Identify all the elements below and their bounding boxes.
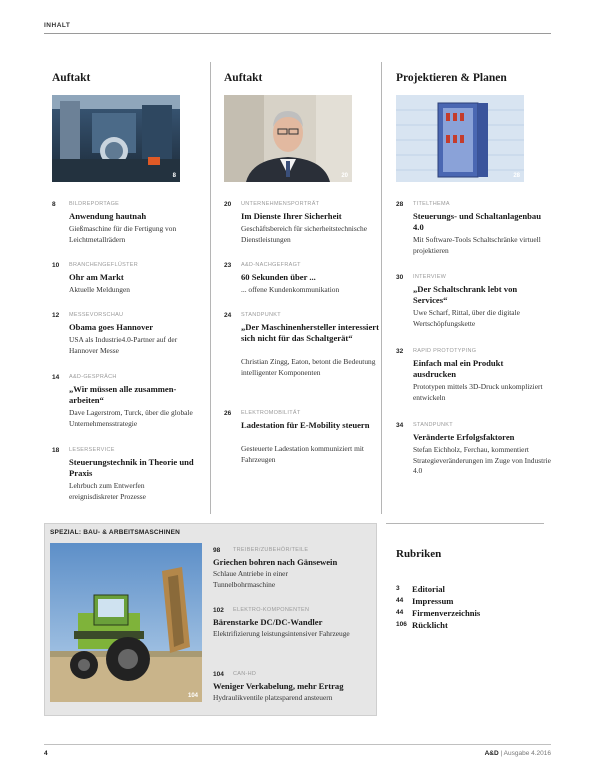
entry-page-number: 30 — [396, 274, 404, 281]
entry-page-number: 10 — [52, 262, 60, 269]
entry-page-number: 34 — [396, 422, 404, 429]
entry-page-number: 98 — [213, 547, 221, 554]
column-divider — [210, 62, 211, 514]
column-divider — [381, 62, 382, 514]
cabinet-photo — [396, 95, 524, 182]
entry-category: TITELTHEMA — [413, 201, 450, 207]
entry-description: Gesteuerte Ladestation kommuniziert mit Fahrzeugen — [241, 444, 364, 464]
photo-page-number: 8 — [172, 173, 176, 179]
portrait-photo — [224, 95, 352, 182]
rubrik-page-number: 3 — [396, 585, 400, 592]
entry-page-number: 26 — [224, 410, 232, 417]
entry-page-number: 102 — [213, 607, 224, 614]
magazine-issue — [485, 750, 551, 757]
entry-title: Steuerungs- und Schaltanlagenbau 4.0 — [413, 211, 541, 232]
entry-description: Gießmaschine für die Fertigung von Leichtmetallrädern — [69, 224, 177, 244]
entry-category: A&D-NACHGEFRAGT — [241, 262, 301, 268]
photo-page-number: 104 — [187, 693, 198, 699]
entry-title: Steuerungstechnik in Theorie und Praxis — [69, 457, 194, 478]
entry-description: Hydraulikventile platzsparend ansteuern — [213, 693, 333, 702]
entry-category: UNTERNEHMENSPORTRÄT — [241, 201, 320, 207]
entry-category: A&D-GESPRÄCH — [69, 374, 117, 380]
entry-title: Griechen bohren nach Gänsewein — [213, 557, 338, 567]
entry-title: Einfach mal ein Produkt ausdrucken — [413, 358, 504, 379]
page-number: 4 — [44, 750, 48, 757]
rubrik-page-number: 44 — [396, 609, 404, 616]
foundry-photo — [52, 95, 180, 182]
rubrik-label: Impressum — [412, 596, 454, 606]
entry-description: Lehrbuch zum Entwerfen ereignisdiskreter Prozesse — [69, 481, 146, 501]
entry-page-number: 8 — [52, 201, 56, 208]
entry-page-number: 14 — [52, 374, 60, 381]
photo-page-number: 28 — [513, 173, 520, 179]
column-title-projektieren: Projektieren & Planen — [396, 72, 507, 84]
entry-title: Anwendung hautnah — [69, 211, 147, 221]
cabinet-illustration — [396, 95, 524, 182]
entry-title: Im Dienste Ihrer Sicherheit — [241, 211, 342, 221]
entry-description: Uwe Scharf, Rittal, über die digitale Wertschöpfungskette — [413, 308, 520, 328]
entry-category: BILDREPORTAGE — [69, 201, 120, 207]
entry-description: Christian Zingg, Eaton, betont die Bedeutung intelligenter Komponenten — [241, 357, 376, 377]
entry-description: Aktuelle Meldungen — [69, 285, 130, 294]
entry-title: Ladestation für E-Mobility steuern — [241, 420, 370, 430]
entry-description: Stefan Eichholz, Ferchau, kommentiert Strategieveränderungen im Zuge von Industrie 4.0 — [413, 445, 551, 475]
tractor-photo — [50, 543, 202, 702]
entry-description: Elektrifizierung leistungsintensiver Fahrzeuge — [213, 629, 350, 638]
entry-title: Weniger Verkabelung, mehr Ertrag — [213, 681, 344, 691]
entry-title: „Der Schaltschrank lebt von Services“ — [413, 284, 518, 305]
rubrik-label: Rücklicht — [412, 620, 448, 630]
foundry-illustration — [52, 95, 180, 182]
entry-title: 60 Sekunden über ... — [241, 272, 316, 282]
entry-category: STANDPUNKT — [241, 312, 281, 318]
entry-title: „Wir müssen alle zusammenarbeiten“ — [69, 384, 177, 405]
entry-page-number: 12 — [52, 312, 60, 319]
entry-category: ELEKTROMOBILITÄT — [241, 410, 301, 416]
entry-page-number: 28 — [396, 201, 404, 208]
section-label: INHALT — [44, 22, 71, 29]
entry-page-number: 18 — [52, 447, 60, 454]
entry-category: BRANCHENGEFLÜSTER — [69, 262, 138, 268]
entry-page-number: 24 — [224, 312, 232, 319]
entry-category: TREIBER/ZUBEHÖR/TEILE — [233, 547, 309, 553]
entry-category: CAN-HD — [233, 671, 257, 677]
column-title-auftakt-1: Auftakt — [52, 72, 91, 84]
entry-description: Schlaue Antriebe in einer Tunnelbohrmaschine — [213, 569, 288, 589]
entry-description: Mit Software-Tools Schaltschränke virtuell projektieren — [413, 235, 541, 255]
rubriken-title: Rubriken — [396, 548, 442, 560]
entry-title: Veränderte Erfolgsfaktoren — [413, 432, 515, 442]
footer-rule — [44, 744, 551, 745]
entry-category: MESSEVORSCHAU — [69, 312, 124, 318]
entry-category: RAPID PROTOTYPING — [413, 348, 477, 354]
entry-description: USA als Industrie4.0-Partner auf der Hannover Messe — [69, 335, 178, 355]
rubrik-label: Editorial — [412, 584, 445, 594]
magazine-brand: A&D — [484, 750, 499, 757]
rubrik-page-number: 106 — [396, 621, 407, 628]
entry-title: Bärenstarke DC/DC-Wandler — [213, 617, 323, 627]
spezial-label: SPEZIAL: BAU- & ARBEITSMASCHINEN — [50, 529, 181, 536]
rubriken-rule — [386, 523, 544, 524]
entry-description: Geschäftsbereich für sicherheitstechnische Dienstleistungen — [241, 224, 367, 244]
rubrik-label: Firmenverzeichnis — [412, 608, 481, 618]
column-title-auftakt-2: Auftakt — [224, 72, 263, 84]
magazine-issue-text: | Ausgabe 4.2016 — [500, 750, 551, 757]
entry-page-number: 104 — [213, 671, 224, 678]
entry-page-number: 20 — [224, 201, 232, 208]
entry-title: Obama goes Hannover — [69, 322, 154, 332]
entry-page-number: 23 — [224, 262, 232, 269]
portrait-illustration — [224, 95, 352, 182]
entry-description: Prototypen mittels 3D-Druck unkompliziert entwickeln — [413, 382, 543, 402]
entry-category: LESERSERVICE — [69, 447, 115, 453]
entry-page-number: 32 — [396, 348, 404, 355]
entry-category: INTERVIEW — [413, 274, 447, 280]
header-rule — [44, 33, 551, 34]
rubrik-page-number: 44 — [396, 597, 404, 604]
entry-category: ELEKTRO-KOMPONENTEN — [233, 607, 310, 613]
entry-title: Ohr am Markt — [69, 272, 124, 282]
entry-description: ... offene Kundenkommunikation — [241, 285, 340, 294]
entry-title: „Der Maschinenhersteller interessiert sich nicht für das Schaltgerät“ — [241, 322, 379, 343]
entry-description: Dave Lagerstrom, Turck, über die globale Unternehmensstrategie — [69, 408, 193, 428]
tractor-illustration — [50, 543, 202, 702]
photo-page-number: 20 — [341, 173, 348, 179]
entry-category: STANDPUNKT — [413, 422, 453, 428]
